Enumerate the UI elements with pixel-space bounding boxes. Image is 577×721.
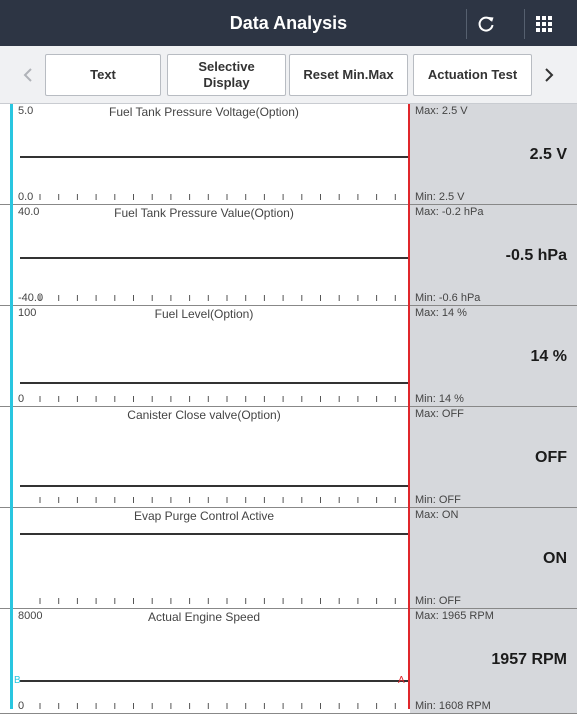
title-bar (0, 0, 577, 46)
y-axis-min-label: 0.0 (18, 191, 34, 203)
signal-trace (20, 533, 410, 535)
chevron-right-icon (543, 66, 555, 84)
panel-title: Fuel Tank Pressure Value(Option) (114, 206, 294, 220)
signal-trace (20, 382, 410, 384)
graph-area[interactable] (10, 306, 408, 406)
y-axis-max-label: 5.0 (18, 105, 34, 117)
x-axis-ticks (10, 703, 408, 709)
x-axis-ticks (10, 295, 408, 301)
refresh-icon (476, 14, 496, 34)
text-button[interactable]: Text (45, 54, 161, 96)
x-axis-ticks (10, 396, 408, 402)
cursor-b-label: B (14, 675, 21, 686)
scroll-left-button[interactable] (14, 54, 42, 96)
data-panel[interactable] (0, 407, 577, 508)
chevron-left-icon (22, 66, 34, 84)
reset-min-max-button[interactable]: Reset Min.Max (289, 54, 408, 96)
value-area (410, 609, 577, 713)
min-value-label: Min: 14 % (415, 393, 464, 405)
graph-area[interactable] (10, 205, 408, 305)
max-value-label: Max: -0.2 hPa (415, 206, 484, 218)
y-axis-max-label: 40.0 (18, 206, 40, 218)
y-axis-min-label: 0 (18, 393, 25, 405)
x-axis-ticks (10, 194, 408, 200)
grid-icon (535, 15, 553, 33)
graph-area[interactable] (10, 407, 408, 507)
selective-display-button[interactable] (167, 54, 286, 96)
data-panel[interactable] (0, 508, 577, 609)
cursor-a-label: A (398, 675, 405, 686)
selective-display-label: Selective Display (198, 59, 255, 90)
y-axis-max-label: 100 (18, 307, 37, 319)
panel-title: Canister Close valve(Option) (127, 408, 281, 422)
current-value: 14 % (530, 348, 567, 365)
min-value-label: Min: 1608 RPM (415, 700, 491, 712)
panel-title: Fuel Level(Option) (154, 307, 254, 321)
max-value-label: Max: 14 % (415, 307, 467, 319)
current-value: 1957 RPM (491, 651, 567, 668)
page-title: Data Analysis (229, 13, 348, 33)
max-value-label: Max: OFF (415, 408, 464, 420)
y-axis-max-label: 8000 (18, 610, 43, 622)
max-value-label: Max: ON (415, 509, 459, 521)
current-value: -0.5 hPa (505, 247, 567, 264)
current-value: OFF (535, 449, 567, 466)
x-axis-ticks (10, 497, 408, 503)
value-area (410, 508, 577, 608)
current-value: 2.5 V (529, 146, 567, 163)
toolbar (0, 46, 577, 104)
max-value-label: Max: 2.5 V (415, 105, 468, 117)
graph-area[interactable] (10, 104, 408, 204)
min-value-label: Min: -0.6 hPa (415, 292, 481, 304)
min-value-label: Min: 2.5 V (415, 191, 465, 203)
value-area (410, 407, 577, 507)
graph-area[interactable] (10, 508, 408, 608)
data-panel[interactable] (0, 104, 577, 205)
grid-menu-button[interactable] (524, 9, 562, 39)
panel-title: Fuel Tank Pressure Voltage(Option) (109, 105, 299, 119)
x-axis-ticks (10, 598, 408, 604)
panel-title: Evap Purge Control Active (133, 509, 275, 523)
signal-trace (20, 680, 410, 682)
min-value-label: Min: OFF (415, 595, 461, 607)
refresh-button[interactable] (466, 9, 504, 39)
panel-title: Actual Engine Speed (147, 610, 261, 624)
graph-area[interactable] (10, 609, 408, 713)
data-panel[interactable] (0, 306, 577, 407)
current-value: ON (543, 550, 567, 567)
value-area (410, 306, 577, 406)
value-area (410, 104, 577, 204)
value-area (410, 205, 577, 305)
y-axis-min-label: -40.0 (18, 292, 44, 304)
actuation-test-button[interactable]: Actuation Test (413, 54, 532, 96)
min-value-label: Min: OFF (415, 494, 461, 506)
data-panel[interactable] (0, 609, 577, 714)
cursor-b-line[interactable] (10, 104, 13, 709)
signal-trace (20, 257, 410, 259)
cursor-a-line[interactable] (408, 104, 410, 709)
data-panel[interactable] (0, 205, 577, 306)
max-value-label: Max: 1965 RPM (415, 610, 494, 622)
signal-trace (20, 156, 410, 158)
signal-trace (20, 485, 410, 487)
scroll-right-button[interactable] (535, 54, 563, 96)
y-axis-min-label: 0 (18, 700, 25, 712)
